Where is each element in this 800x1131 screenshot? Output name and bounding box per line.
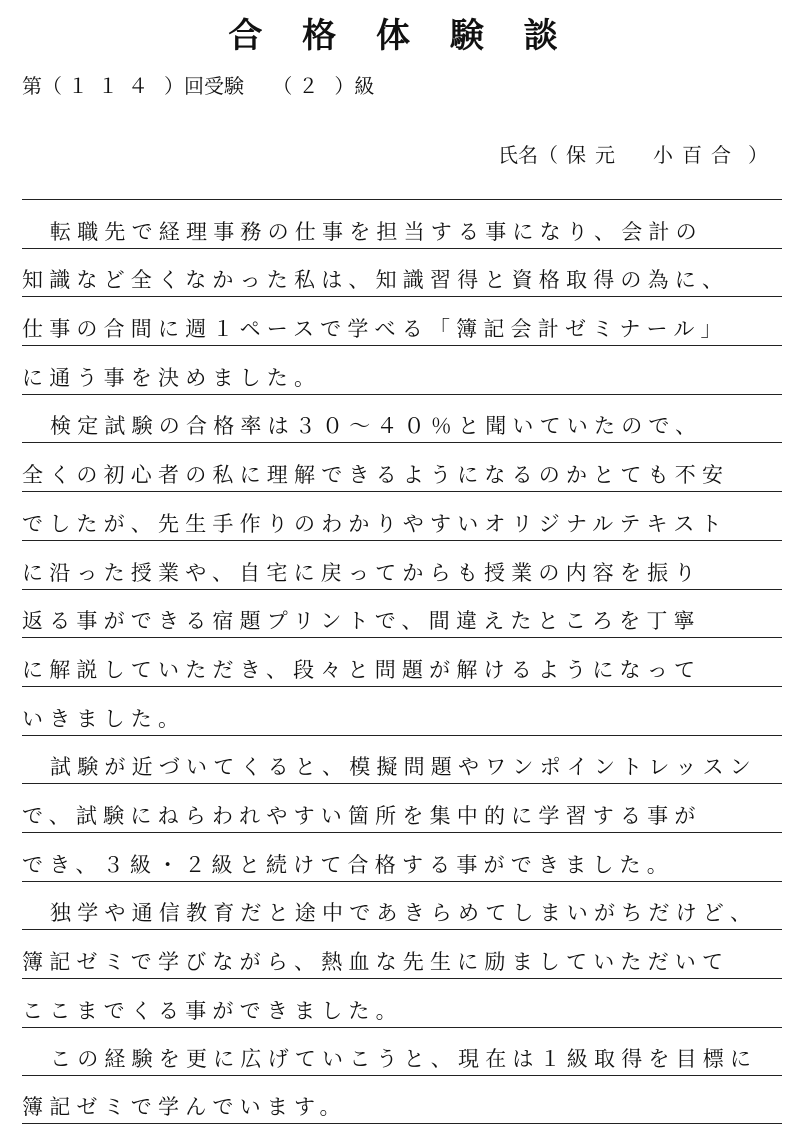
ruled-line [22, 978, 782, 1027]
ruled-line [22, 248, 782, 297]
essay-line: でしたが、先生手作りのわかりやすいオリジナルテキスト [22, 511, 728, 536]
essay-line: 試験が近づいてくると、模擬問題やワンポイントレッスン [50, 755, 757, 780]
exam-session-number: １１４ [68, 74, 158, 98]
page-title: 合 格 体 験 談 [228, 16, 572, 56]
essay-line: 返る事ができる宿題プリントで、間違えたところを丁寧 [22, 609, 701, 634]
essay-line: 独学や通信教育だと途中であきらめてしまいがちだけど、 [50, 901, 758, 926]
ruled-line [22, 345, 782, 394]
ruled-line [22, 296, 782, 345]
ruled-line [22, 491, 782, 540]
essay-line: で、試験にねらわれやすい箇所を集中的に学習する事が [22, 803, 702, 828]
exam-grade: ２ [298, 74, 329, 98]
essay-line: 全くの初心者の私に理解できるようになるのかとても不安 [22, 463, 730, 488]
essay-line: いきました。 [22, 706, 186, 731]
ruled-line [22, 735, 782, 784]
ruled-line [22, 783, 782, 832]
author-name: 保元 小百合 [566, 143, 740, 167]
essay-body [22, 199, 782, 1124]
essay-line: 転職先で経理事務の仕事を担当する事になり、会計の [50, 219, 703, 244]
name-row [498, 141, 768, 169]
ruled-line [22, 686, 782, 735]
essay-line: でき、３級・２級と続けて合格する事ができました。 [22, 852, 674, 877]
ruled-line [22, 540, 782, 589]
ruled-line [22, 1027, 782, 1076]
essay-line: ここまでくる事ができました。 [22, 998, 403, 1023]
name-close: ） [748, 143, 768, 167]
essay-line: に通う事を決めました。 [22, 365, 322, 390]
exam-grade-suffix: ）級 [334, 74, 375, 98]
ruled-line [22, 1075, 782, 1124]
essay-line: 仕事の合間に週１ペースで学べる「簿記会計ゼミナール」 [22, 317, 728, 342]
essay-line: 簿記ゼミで学んでいます。 [22, 1095, 347, 1120]
ruled-line [22, 199, 782, 248]
ruled-line [22, 832, 782, 881]
ruled-line [22, 929, 782, 978]
essay-line: に解説していただき、段々と問題が解けるようになって [22, 657, 702, 682]
exam-grade-open: （ [272, 74, 293, 98]
essay-line: この経験を更に広げていこうと、現在は１級取得を目標に [50, 1047, 758, 1072]
name-label: 氏名（ [498, 143, 558, 167]
essay-line: 簿記ゼミで学びながら、熱血な先生に励ましていただいて [22, 950, 730, 974]
ruled-line [22, 881, 782, 930]
exam-prefix: 第（ [22, 74, 62, 98]
ruled-line [22, 637, 782, 686]
exam-session-label: ）回受験 [164, 74, 244, 98]
essay-line: 検定試験の合格率は３０～４０％と聞いていたので、 [50, 414, 703, 439]
essay-line: に沿った授業や、自宅に戻ってからも授業の内容を振り [22, 560, 702, 585]
ruled-line [22, 589, 782, 638]
exam-info [22, 72, 374, 100]
ruled-line [22, 394, 782, 443]
essay-line: 知識など全くなかった私は、知識習得と資格取得の為に、 [22, 268, 730, 293]
ruled-line [22, 442, 782, 491]
